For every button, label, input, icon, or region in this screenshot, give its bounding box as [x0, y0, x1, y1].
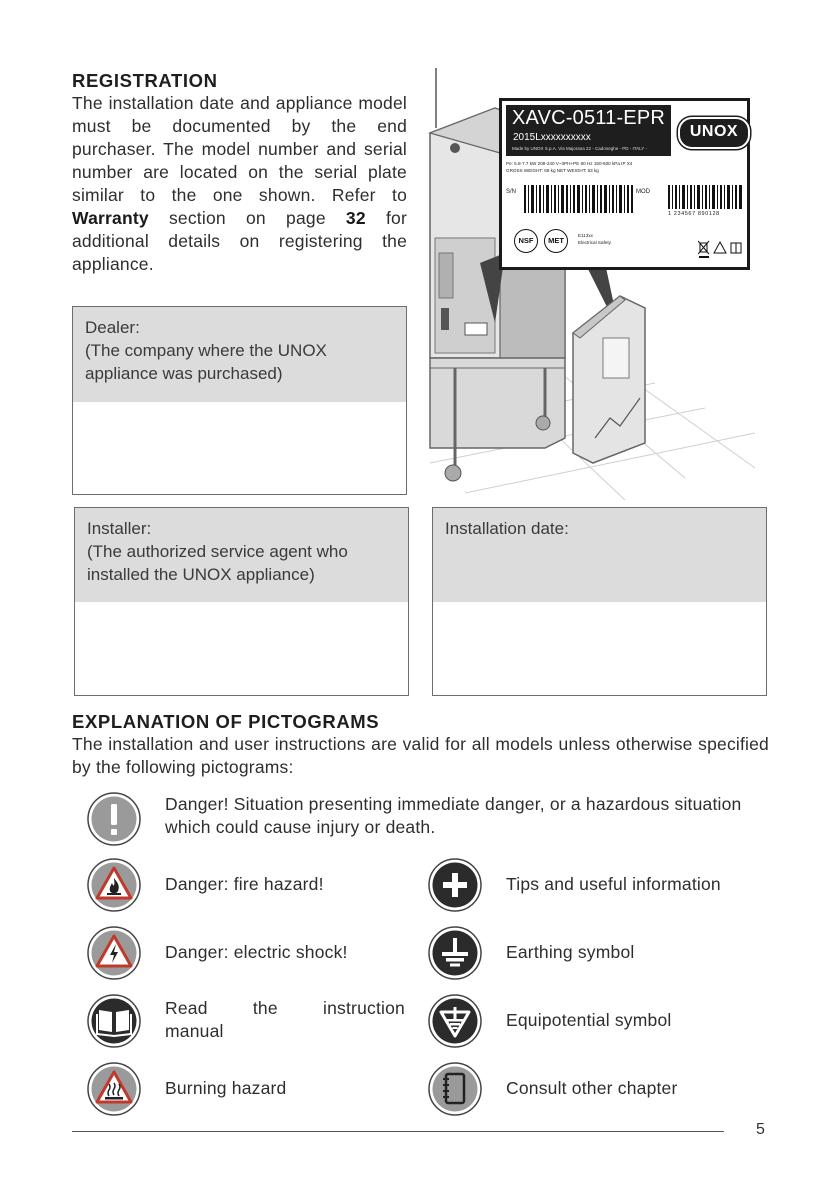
installation-date-box-header: [433, 508, 766, 602]
installation-date-label: Installation date:: [445, 519, 569, 538]
page-ref: 32: [345, 208, 366, 228]
fire-description: Danger: fire hazard!: [165, 874, 324, 894]
cert-line-2: Electrical Safety: [578, 240, 611, 245]
mod-label: MOD: [636, 189, 650, 195]
installer-box-header: [75, 508, 408, 602]
unox-logo-text: UNOX: [689, 123, 739, 140]
dealer-box: [72, 306, 407, 495]
manual-word-2: the: [252, 998, 278, 1018]
met-mark: [544, 229, 568, 253]
nsf-mark-text: NSF: [518, 236, 534, 245]
footer-divider: [72, 1131, 724, 1132]
manual-description-line: [165, 997, 405, 1020]
manual-word-1: Read: [165, 998, 208, 1018]
plus-icon: [428, 858, 482, 912]
unox-logo: [678, 117, 750, 149]
serial-number: 2015Lxxxxxxxxxx: [513, 132, 591, 143]
electric-description: Danger: electric shock!: [165, 942, 348, 962]
plate-symbols: [698, 239, 744, 259]
cert-line-1: E113xx: [578, 233, 593, 238]
electric-shock-icon: [87, 926, 141, 980]
model-barcode: [668, 185, 744, 209]
chapter-icon: [428, 1062, 482, 1116]
installer-label: Installer:: [87, 519, 152, 538]
pictograms-heading: EXPLANATION OF PICTOGRAMS: [72, 711, 380, 732]
barcode-digits: 1 234567 890128: [668, 211, 720, 217]
dealer-label: Dealer:: [85, 318, 140, 337]
serial-plate: [499, 98, 750, 270]
warranty-ref: Warranty: [72, 208, 149, 228]
dealer-box-header: [73, 307, 406, 402]
earthing-description: Earthing symbol: [506, 942, 635, 962]
registration-paragraph: [72, 92, 407, 276]
equipotential-icon: [428, 994, 482, 1048]
chapter-description: Consult other chapter: [506, 1078, 678, 1098]
installer-hint: (The authorized service agent who installed the UNOX appliance): [87, 542, 348, 584]
installer-box: [74, 507, 409, 696]
registration-text-3: for additional details on registering the appliance.: [72, 208, 407, 274]
maker-line: Made by UNOX S.p.A. Via Majorana 22 - Cadoneghe - PD - ITALY -: [512, 146, 647, 151]
registration-text-1: The installation date and appliance model must be documented by the end purchaser. The model number and serial number are located on the serial plate similar to the one shown. Refer to: [72, 93, 407, 205]
danger-description: Danger! Situation presenting immediate danger, or a hazardous situation which could cause injury or death.: [165, 794, 742, 837]
serial-plate-header: [506, 105, 671, 156]
sn-label: S/N: [506, 189, 517, 195]
fire-hazard-icon: [87, 858, 141, 912]
book-icon: [87, 994, 141, 1048]
installation-date-input-area[interactable]: [433, 602, 766, 695]
equipotential-description: Equipotential symbol: [506, 1010, 672, 1030]
serial-barcode: [524, 185, 634, 213]
installer-input-area[interactable]: [75, 602, 408, 695]
model-number: XAVC-0511-EPR: [512, 107, 666, 129]
met-mark-text: MET: [548, 236, 564, 245]
spec-line-2: GROSS WEIGHT: 68 kg NET WEIGHT: 53 kg: [506, 168, 599, 173]
burning-hazard-icon: [87, 1062, 141, 1116]
tips-description: Tips and useful information: [506, 874, 721, 894]
nsf-mark: [514, 229, 538, 253]
burning-description: Burning hazard: [165, 1078, 287, 1098]
earthing-icon: [428, 926, 482, 980]
manual-description: [165, 997, 405, 1043]
exclamation-icon: [87, 792, 141, 846]
installation-date-box: [432, 507, 767, 696]
pictograms-intro: The installation and user instructions are valid for all models unless otherwise specified by the following pictograms:: [72, 734, 769, 777]
dealer-hint: (The company where the UNOX appliance was purchased): [85, 341, 327, 383]
page-number: 5: [756, 1121, 765, 1138]
registration-text-2: section on page: [148, 208, 346, 228]
registration-heading: REGISTRATION: [72, 70, 218, 91]
manual-word-4: manual: [165, 1021, 224, 1041]
spec-line-1: Pe: 5.8-7.7 kW 208-240 V~3PH+PE 60 Hz 150-600 kPa IP X4: [506, 161, 633, 166]
manual-word-3: instruction: [323, 998, 405, 1018]
dealer-input-area[interactable]: [73, 402, 406, 494]
